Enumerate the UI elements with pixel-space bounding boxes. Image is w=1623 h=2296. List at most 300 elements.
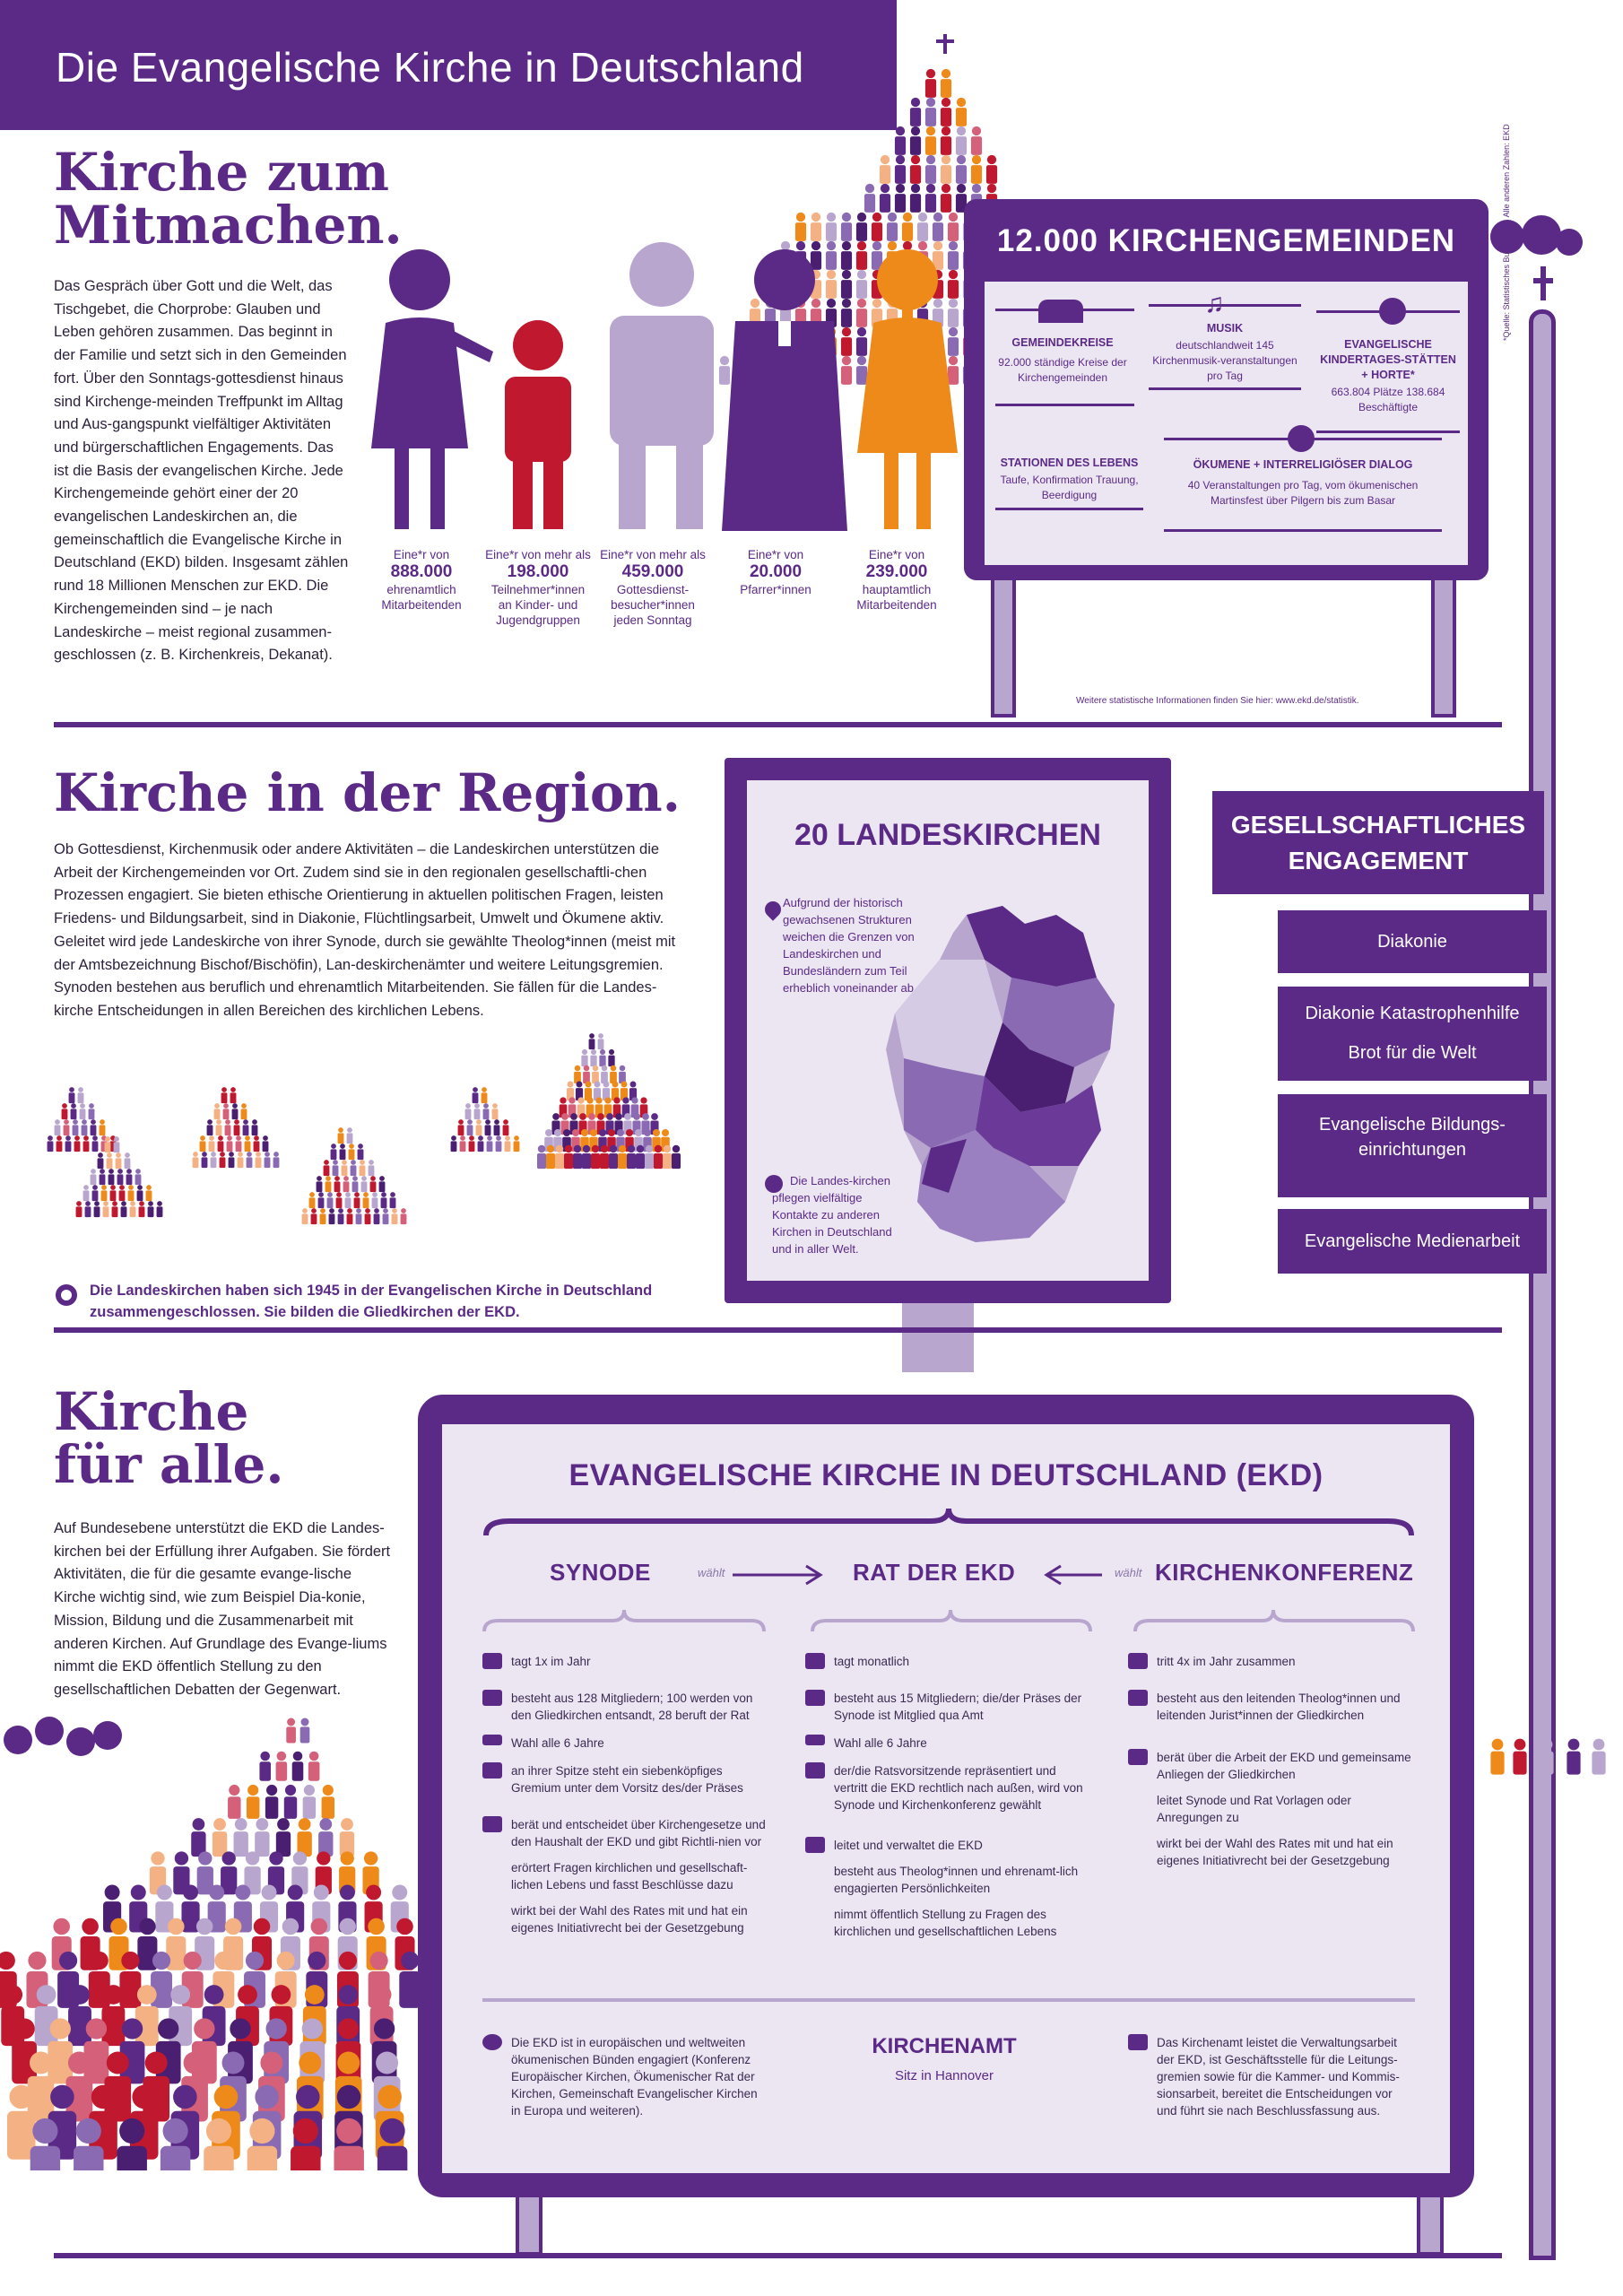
figure-label-4: [722, 547, 829, 597]
person-icon: [910, 165, 921, 184]
figure-volunteer-icon: [371, 249, 493, 529]
figure-label-5: [843, 547, 950, 613]
person-icon: [148, 1201, 153, 1206]
person-icon: [564, 1153, 573, 1169]
figure-labels: [368, 547, 942, 655]
figure-label-post: Teilnehmer*innen an Kinder- und Jugendgruppen: [490, 583, 586, 627]
person-icon: [76, 2118, 101, 2144]
person-icon: [663, 1153, 672, 1169]
person-icon: [902, 222, 913, 241]
person-icon: [620, 1065, 626, 1072]
person-icon: [941, 165, 951, 184]
konferenz-row: [1128, 1653, 1415, 1670]
person-icon: [487, 1135, 492, 1141]
person-icon: [483, 1109, 490, 1119]
person-icon: [293, 1752, 303, 1761]
person-icon: [246, 1851, 259, 1865]
person-icon: [496, 1141, 502, 1152]
person-icon: [880, 194, 890, 213]
person-icon: [327, 1197, 334, 1208]
person-icon: [247, 1157, 253, 1168]
parish-board-title: 12.000 KIRCHENGEMEINDEN: [996, 223, 1456, 258]
person-icon: [598, 1033, 603, 1039]
person-icon: [374, 1213, 380, 1224]
figure-label-pre: Eine*r von: [393, 548, 450, 561]
person-icon: [467, 1125, 473, 1135]
person-icon: [225, 1125, 231, 1135]
person-icon: [369, 1160, 374, 1165]
tree-icon: [66, 1727, 95, 1756]
cell-rule: [995, 404, 1134, 406]
person-icon: [229, 1785, 239, 1796]
person-icon: [265, 2018, 286, 2039]
cell-heading: GEMEINDEKREISE: [1011, 336, 1114, 349]
rat-column: [805, 1653, 1092, 1940]
figure-child-icon: [505, 320, 571, 529]
person-icon: [987, 184, 996, 193]
person-icon: [971, 165, 982, 184]
person-icon: [368, 1918, 385, 1935]
cell-rule: [1316, 430, 1460, 433]
column-braces: [482, 1608, 1424, 1635]
person-icon: [380, 2118, 405, 2144]
person-icon: [148, 1206, 154, 1217]
person-icon: [372, 1192, 378, 1197]
person-icon: [213, 1818, 226, 1831]
person-icon: [222, 1851, 236, 1865]
person-icon: [581, 1129, 588, 1136]
person-icon: [163, 2118, 188, 2144]
person-icon: [467, 1119, 473, 1125]
person-icon: [365, 1208, 370, 1213]
synode-column: [482, 1653, 769, 1936]
person-icon: [494, 1125, 500, 1135]
person-icon: [460, 1141, 466, 1152]
person-icon: [957, 98, 966, 107]
figure-visitor-icon: [610, 242, 714, 529]
person-icon: [273, 1157, 280, 1168]
person-icon: [633, 1113, 640, 1120]
person-icon: [942, 69, 950, 78]
row-text: nimmt öffentlich Stellung zu Fragen des kirchlichen und gesellschaftlichen Lebens: [834, 1908, 1057, 1938]
person-icon: [137, 1185, 143, 1190]
arrow-left-icon: [1043, 1563, 1106, 1587]
person-icon: [505, 1141, 511, 1152]
rat-row: [805, 1863, 1092, 1897]
person-icon: [483, 1103, 489, 1109]
person-icon: [157, 1885, 172, 1900]
person-icon: [69, 1087, 74, 1092]
cell-text: deutschlandweit 145 Kirchenmusik-veranstaltungen pro Tag: [1152, 339, 1298, 382]
person-icon: [121, 1952, 139, 1970]
person-icon: [329, 1213, 335, 1224]
person-icon: [339, 1918, 356, 1935]
person-icon: [572, 1129, 579, 1136]
person-icon: [503, 1125, 509, 1135]
person-icon: [324, 1160, 329, 1165]
person-icon: [619, 1145, 626, 1152]
person-icon: [857, 213, 866, 222]
person-icon: [263, 1135, 268, 1141]
row-text: tagt 1x im Jahr: [511, 1655, 591, 1668]
person-icon: [514, 1141, 520, 1152]
row-text: besteht aus 128 Mitgliedern; 100 werden von den Gliedkirchen entsandt, 28 beruft der Rat: [511, 1692, 753, 1722]
figure-label-post: Gottesdienst-besucher*innen jeden Sonntag: [611, 583, 695, 627]
person-icon: [618, 1153, 627, 1169]
person-icon: [252, 1119, 257, 1125]
person-icon: [568, 1082, 574, 1088]
figure-label-number: 239.000: [865, 562, 928, 581]
person-icon: [287, 1718, 295, 1726]
person-icon: [392, 1208, 397, 1213]
figure-label-number: 888.000: [390, 562, 453, 581]
person-icon: [241, 1103, 247, 1109]
person-icon: [200, 1135, 205, 1141]
person-icon: [145, 2052, 168, 2074]
person-icon: [390, 1197, 396, 1208]
person-icon: [494, 1119, 499, 1125]
person-icon: [365, 1213, 371, 1224]
person-icon: [107, 2052, 129, 2074]
person-icon: [370, 1181, 377, 1192]
cell-gemeindekreise: [995, 335, 1130, 386]
person-icon: [194, 2018, 214, 2039]
person-icon: [260, 1752, 270, 1761]
person-icon: [949, 213, 958, 222]
person-icon: [318, 1197, 325, 1208]
person-icon: [473, 1087, 478, 1092]
person-icon: [112, 1206, 118, 1217]
kirchenkonferenz-column: [1128, 1653, 1415, 1869]
person-icon: [602, 1065, 608, 1072]
person-icon: [841, 222, 852, 241]
ballot-icon: [482, 1735, 502, 1745]
person-icon: [173, 2085, 197, 2109]
person-icon: [636, 1153, 645, 1169]
person-icon: [887, 222, 898, 241]
row-text: besteht aus Theolog*innen und ehrenamt-lich engagierten Persönlichkeiten: [834, 1865, 1079, 1895]
person-icon: [337, 2085, 361, 2109]
row-text: besteht aus den leitenden Theolog*innen und leitenden Jurist*innen der Gliedkirchen: [1157, 1692, 1401, 1722]
person-icon: [92, 1135, 98, 1141]
person-icon: [121, 1201, 126, 1206]
person-icon: [895, 194, 906, 213]
section1-title-line1: Kirche zum: [54, 142, 390, 203]
person-icon: [352, 1176, 358, 1181]
person-icon: [83, 1185, 89, 1190]
figure-pastor-icon: [722, 249, 847, 531]
person-icon: [458, 1125, 464, 1135]
person-icon: [492, 1103, 498, 1109]
person-icon: [590, 1056, 596, 1066]
person-icon: [302, 2018, 323, 2039]
person-icon: [293, 2118, 318, 2144]
lifebuoy-icon: [56, 1284, 77, 1306]
person-icon: [48, 1135, 53, 1141]
person-icon: [82, 1125, 88, 1135]
cell-musik: [1149, 321, 1301, 384]
person-icon: [116, 1152, 121, 1158]
person-icon: [617, 1129, 624, 1136]
map-board-title: 20 LANDESKIRCHEN: [794, 818, 1101, 852]
person-icon: [98, 1158, 104, 1169]
person-icon: [64, 1125, 70, 1135]
person-icon: [302, 1213, 308, 1224]
person-icon: [107, 1158, 113, 1169]
row-text: berät und entscheidet über Kirchengesetze und den Haushalt der EKD und gibt Richtli-nien vor: [511, 1818, 766, 1848]
person-icon: [1492, 1739, 1504, 1751]
person-icon: [925, 165, 936, 184]
person-icon: [341, 1851, 354, 1865]
person-icon: [114, 1142, 120, 1152]
person-icon: [92, 1141, 99, 1152]
person-icon: [234, 1119, 239, 1125]
person-icon: [256, 1157, 262, 1168]
person-icon: [589, 1033, 595, 1039]
person-icon: [170, 1985, 190, 2005]
person-icon: [65, 1141, 72, 1152]
person-icon: [282, 1918, 299, 1935]
row-text: leitet und verwaltet die EKD: [834, 1839, 983, 1852]
person-icon: [91, 1119, 96, 1125]
person-icon: [157, 1201, 162, 1206]
person-icon: [227, 1141, 233, 1152]
person-icon: [222, 2052, 245, 2074]
person-icon: [926, 69, 935, 78]
synode-row: [482, 1735, 769, 1752]
person-icon: [896, 126, 905, 135]
kirchenamt-note: [1128, 2034, 1415, 2119]
person-icon: [881, 184, 890, 193]
person-icon: [157, 1206, 163, 1217]
person-icon: [336, 2118, 361, 2144]
person-icon: [139, 1206, 145, 1217]
person-icon: [305, 1985, 325, 2005]
right-pole: [1529, 309, 1556, 2260]
person-icon: [309, 1192, 315, 1197]
engagement-item-medien: Evangelische Medienarbeit: [1278, 1209, 1547, 1274]
person-icon: [349, 1149, 355, 1160]
person-icon: [595, 1097, 602, 1103]
person-icon: [476, 1125, 482, 1135]
person-icon: [209, 1885, 224, 1900]
person-icon: [555, 1153, 564, 1169]
person-icon: [361, 1176, 367, 1181]
ekd-brace: [482, 1505, 1415, 1541]
person-icon: [624, 1113, 631, 1120]
person-icon: [333, 1160, 338, 1165]
person-icon: [592, 1145, 599, 1152]
row-text: Wahl alle 6 Jahre: [834, 1736, 927, 1750]
person-icon: [175, 1851, 188, 1865]
person-icon: [101, 1190, 108, 1201]
figure-label-pre: Eine*r von: [747, 548, 804, 561]
person-icon: [91, 2085, 116, 2109]
person-icon: [485, 1119, 490, 1125]
person-icon: [317, 1176, 322, 1181]
person-icon: [635, 1129, 642, 1136]
person-icon: [608, 1129, 615, 1136]
person-icon: [80, 1109, 86, 1119]
person-icon: [621, 1082, 628, 1088]
person-icon: [319, 1818, 332, 1831]
person-icon: [584, 1065, 590, 1072]
person-icon: [972, 126, 981, 135]
person-icon: [89, 1103, 94, 1109]
person-icon: [545, 1129, 552, 1136]
person-icon: [314, 1885, 329, 1900]
person-icon: [343, 1181, 350, 1192]
engagement-item-bildung: Evangelische Bildungs-einrichtungen: [1278, 1094, 1547, 1197]
person-icon: [361, 1181, 368, 1192]
person-icon: [137, 1985, 157, 2005]
person-icon: [340, 1144, 345, 1149]
engagement-heading-line1: GESELLSCHAFTLICHES: [1230, 811, 1526, 839]
person-icon: [232, 1103, 238, 1109]
person-icon: [218, 1135, 223, 1141]
person-icon: [354, 1197, 360, 1208]
person-icon: [207, 1119, 213, 1125]
person-icon: [119, 1185, 125, 1190]
tree-icon: [93, 1721, 122, 1750]
figures-illustration: [359, 242, 986, 538]
person-icon: [184, 2052, 206, 2074]
layers-icon: [805, 1837, 825, 1853]
person-icon: [910, 136, 921, 155]
cell-heading: MUSIK: [1206, 322, 1244, 335]
cell-rule: [1164, 438, 1442, 440]
person-icon: [308, 1761, 320, 1780]
person-icon: [805, 1762, 825, 1779]
person-icon: [334, 2146, 363, 2170]
person-icon: [360, 1165, 366, 1176]
cell-oekumene: [1164, 457, 1442, 509]
person-icon: [139, 1918, 156, 1935]
person-icon: [606, 1113, 613, 1120]
row-text: an ihrer Spitze steht ein siebenköpfiges Gremium unter dem Vorsitz des/der Präses: [511, 1764, 743, 1795]
person-icon: [577, 1082, 583, 1088]
person-icon: [942, 126, 950, 135]
person-icon: [1540, 1752, 1553, 1775]
person-icon: [71, 1109, 77, 1119]
figure-label-post: hauptamtlich Mitarbeitenden: [856, 583, 937, 612]
person-icon: [363, 1192, 369, 1197]
person-icon: [918, 213, 927, 222]
person-icon: [582, 1153, 591, 1169]
section2-title: Kirche in der Region.: [54, 762, 681, 823]
person-icon: [243, 1119, 248, 1125]
person-icon: [55, 1125, 61, 1135]
person-icon: [342, 1165, 348, 1176]
person-icon: [673, 1145, 680, 1152]
person-icon: [579, 1113, 586, 1120]
person-icon: [100, 1125, 106, 1135]
person-icon: [158, 2018, 178, 2039]
ekd-bottom-rule: [482, 1998, 1415, 2002]
synode-heading: SYNODE: [550, 1559, 651, 1586]
kirchenamt-title: KIRCHENAMT: [872, 2034, 1017, 2058]
person-icon: [1593, 1739, 1605, 1751]
person-icon: [245, 1135, 250, 1141]
person-icon: [379, 1181, 386, 1192]
figure-label-3: [599, 547, 707, 628]
person-icon: [392, 1885, 407, 1900]
person-icon: [28, 1952, 46, 1970]
person-icon: [209, 1141, 215, 1152]
person-icon: [62, 1109, 68, 1119]
person-icon: [560, 1097, 566, 1103]
person-icon: [478, 1135, 483, 1141]
person-icon: [110, 1185, 116, 1190]
person-icon: [285, 1785, 296, 1796]
person-icon: [637, 1145, 644, 1152]
person-icon: [646, 1145, 653, 1152]
figure-label-post: Pfarrer*innen: [740, 583, 812, 596]
waehlt-label: wählt: [698, 1566, 725, 1579]
person-icon: [372, 1197, 378, 1208]
person-icon: [255, 1831, 269, 1857]
person-icon: [276, 1761, 288, 1780]
person-icon: [214, 1109, 221, 1119]
person-icon: [252, 1125, 258, 1135]
person-icon: [100, 1169, 105, 1174]
person-icon: [599, 1129, 606, 1136]
person-icon: [74, 1141, 81, 1152]
person-icon: [925, 194, 936, 213]
person-icon: [986, 165, 997, 184]
person-icon: [259, 1761, 271, 1780]
person-icon: [288, 1885, 303, 1900]
person-icon: [644, 1129, 651, 1136]
person-icon: [110, 1190, 117, 1201]
small-crowds-illustration: [36, 1004, 726, 1229]
person-icon: [225, 1119, 230, 1125]
person-icon: [396, 1918, 413, 1935]
person-icon: [296, 2085, 320, 2109]
tree-icon: [1522, 215, 1561, 255]
person-icon: [198, 1851, 212, 1865]
person-icon: [126, 1174, 133, 1185]
person-icon: [37, 1985, 56, 2005]
person-icon: [597, 1113, 604, 1120]
person-icon: [583, 1145, 590, 1152]
person-icon: [234, 1125, 240, 1135]
person-icon: [265, 1152, 270, 1157]
cell-stationen: [995, 456, 1143, 503]
person-icon: [615, 1113, 622, 1120]
person-icon: [220, 1152, 225, 1157]
person-icon: [654, 1153, 663, 1169]
person-icon: [933, 222, 943, 241]
person-icon: [9, 2085, 33, 2109]
person-icon: [265, 1157, 271, 1168]
row-text: tritt 4x im Jahr zusammen: [1157, 1655, 1296, 1668]
person-icon: [925, 79, 936, 98]
person-icon: [630, 1082, 637, 1088]
person-icon: [200, 1141, 206, 1152]
person-icon: [0, 1952, 15, 1970]
kirchenkonferenz-heading: KIRCHENKONFERENZ: [1155, 1559, 1414, 1586]
section1-title: [54, 142, 403, 257]
person-icon: [117, 1169, 123, 1174]
person-icon: [1515, 1739, 1526, 1751]
person-icon: [122, 2018, 143, 2039]
person-icon: [331, 1149, 337, 1160]
person-icon: [135, 1169, 141, 1174]
person-icon: [593, 1065, 599, 1072]
person-icon: [121, 1206, 127, 1217]
statistics-footnote: Weitere statistische Informationen finden Sie hier: www.ekd.de/statistik.: [1076, 696, 1359, 706]
